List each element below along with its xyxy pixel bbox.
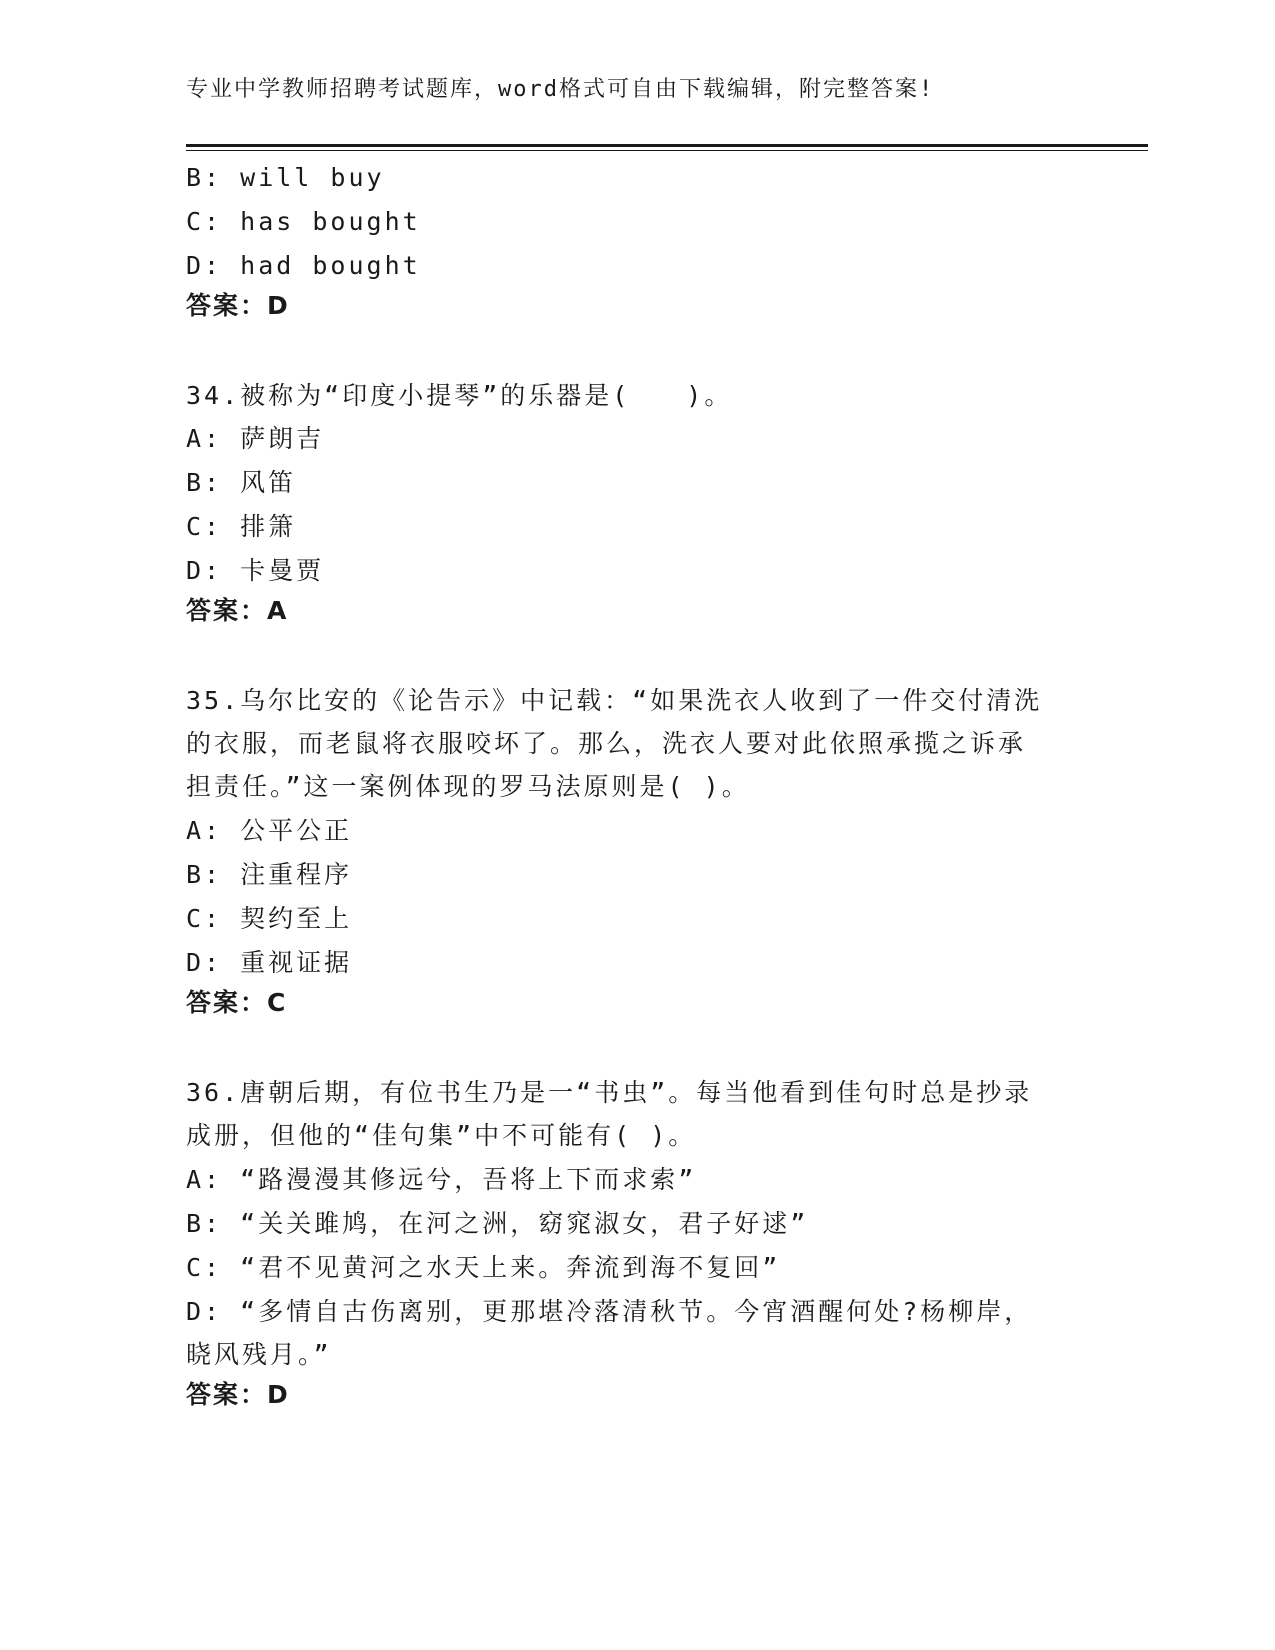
q35-option-a: A: 公平公正	[186, 816, 353, 845]
q34-option-d: D: 卡曼贾	[186, 556, 325, 585]
q35-option-c: C: 契约至上	[186, 904, 353, 933]
q36-stem-line-2: 成册，但他的“佳句集”中不可能有( )。	[186, 1121, 697, 1150]
q36-option-b: B: “关关雎鸠，在河之洲，窈窕淑女，君子好逑”	[186, 1209, 809, 1238]
q35-stem-line-3: 担责任。”这一案例体现的罗马法原则是( )。	[186, 772, 750, 801]
page-header: 专业中学教师招聘考试题库，word格式可自由下载编辑，附完整答案!	[186, 77, 935, 102]
q33-answer: 答案：D	[186, 291, 290, 320]
q33-option-b: B: will buy	[186, 163, 385, 192]
q36-answer: 答案：D	[186, 1380, 290, 1409]
q36-option-c: C: “君不见黄河之水天上来。奔流到海不复回”	[186, 1253, 781, 1282]
q33-option-d: D: had bought	[186, 251, 421, 280]
q35-stem-line-2: 的衣服，而老鼠将衣服咬坏了。那么，洗衣人要对此依照承揽之诉承	[186, 729, 1027, 758]
q36-stem-line-1: 36.唐朝后期，有位书生乃是一“书虫”。每当他看到佳句时总是抄录	[186, 1078, 1033, 1107]
header-rule-thick	[186, 144, 1148, 147]
q34-option-a: A: 萨朗吉	[186, 424, 325, 453]
q34-answer: 答案：A	[186, 596, 289, 625]
q35-answer: 答案：C	[186, 988, 288, 1017]
q35-option-b: B: 注重程序	[186, 860, 353, 889]
q36-option-d-line-2: 晓风残月。”	[186, 1340, 332, 1369]
q36-option-a: A: “路漫漫其修远兮，吾将上下而求索”	[186, 1165, 697, 1194]
q35-stem-line-1: 35.乌尔比安的《论告示》中记载：“如果洗衣人收到了一件交付清洗	[186, 686, 1043, 715]
q34-option-b: B: 风笛	[186, 468, 297, 497]
q34-stem-line-1: 34.被称为“印度小提琴”的乐器是( )。	[186, 381, 733, 410]
q36-option-d-line-1: D: “多情自古伤离别，更那堪冷落清秋节。今宵酒醒何处?杨柳岸，	[186, 1297, 1033, 1326]
header-rule-thin	[186, 150, 1148, 151]
q33-option-c: C: has bought	[186, 207, 421, 236]
q35-option-d: D: 重视证据	[186, 948, 353, 977]
q34-option-c: C: 排箫	[186, 512, 297, 541]
